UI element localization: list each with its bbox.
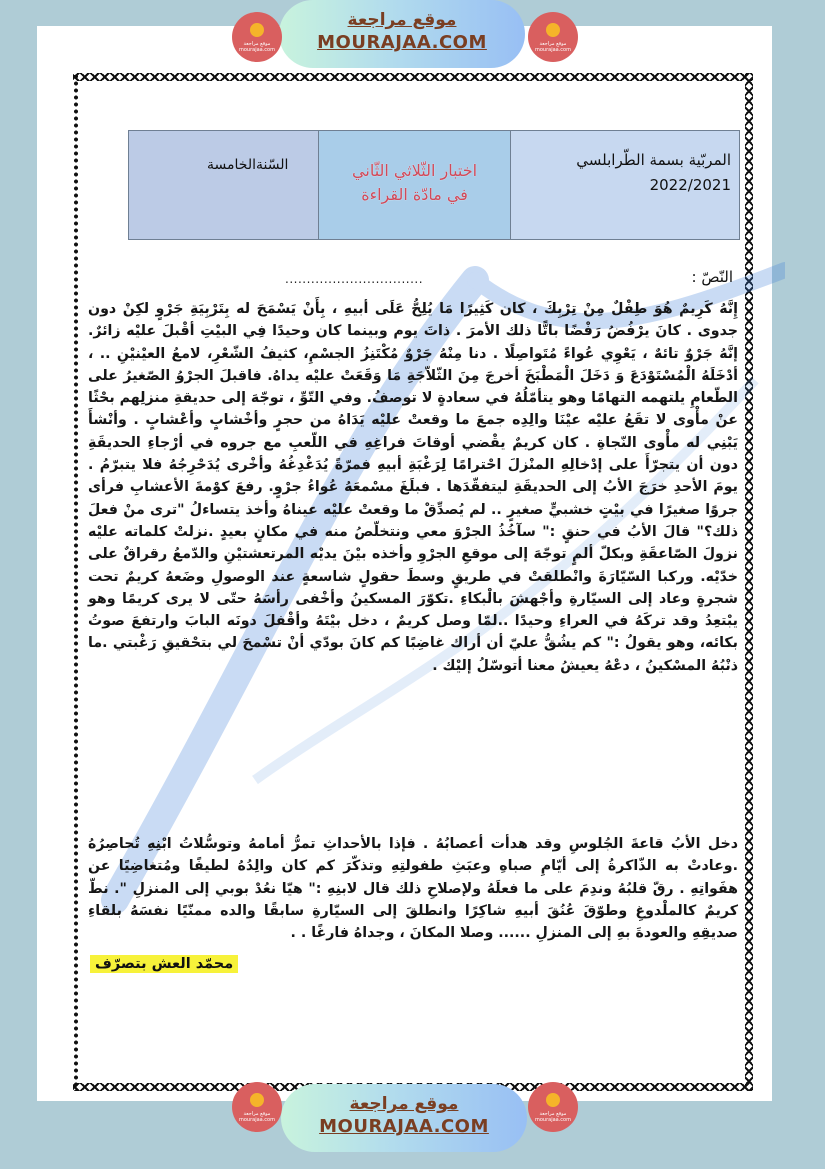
story-paragraph-2: دخل الأبُ قاعةَ الجُلوسِ وقد هدأت أعصابُهُ . فإذا بالأحداثِ تمرُّ أمامهُ وتوسُّلاتُ ابْنِهِ تُحاصِرُهُ .وعادتْ به الذّاكرةُ إلى أيّامِ صباهِ وعبَثِ طفولتِهِ وتذكّرَ كم كان والِدُهُ لطيفًا ومُتغاضِيًا عن هفَواتِهِ . رقّ قلبُهُ وندِمَ على ما فعلَهُ ولإصلاحِ ذلك قال لابنِهِ :" هيّا نعُدْ بوبي إلى المنزلِ ". نطّ كريمٌ كالملْدوغِ وطوّقَ عُنُقَ أبيهِ شاكِرًا وانطلقَ إلى السيّارةِ سابقًا والده ممنّيًا نفسَهُ بلقاءِ صديقِهِ والعودةَ بهِ إلى المنزلِ ...... وصلا المكانَ ، وجداهُ فارغًا . . <box>88 836 738 942</box>
author-name-highlight: محمّد العش بتصرّف <box>90 955 238 973</box>
teacher-name: المربّية بسمة الطّرابلسي <box>576 151 731 169</box>
exam-header-table <box>128 130 740 240</box>
story-paragraph-1: إِنَّهُ كَرِيمٌ هُوَ طِفْلٌ مِنْ تِرْبِكَ ، كان كَثِيرًا مَا يُلِحُّ عَلَى أبيهِ ، بِأَنْ يَسْمَحَ له بِتَرْبِيَةِ جَرْوٍ لكِنْ دون جدوى . كانَ يرْفُضُ رَفْضًا باتًّا ذلك الأمرَ . ذاتَ يوم وبينما كان وحيدًا فِي البيْتِ أقْبلَ عليْه زائرٌ. إنَّهُ جَرْوٌ تائهٌ ، يَعْوِي عُواءً مُتَواصِلًا . دنا مِنْهُ جَرْوٌ مُكْتَنِزُ الجسْمِ، كثيفُ الشّعْرِ، لامعُ العيْنيْنِ .. ، أدْخَلَهُ الْمُسْتَوْدَعَ وَ دَخَلَ الْمَطْبَخَ أخرجَ مِنَ الثّلاّجَةِ مَا وَقَعَتْ عليْه يداهُ. فاقبلَ الجرْوُ الصّغيرُ على الطّعامِ يلتهمه التهامًا وهو يتأمّلُهُ في سعادةٍ لا توصفُ. وفي التّوِّ ، توجّهَ إلى حديقةِ منزلِهم بحْثًا عنْ مأْوى لا تقَعُ عليْه عيْنَا والِدِه جمعَ ما وقعتْ عليْه يَدَاهُ من حجرٍ وأخْشابٍ وأعْشابٍ . وأنْشأَ يَبْنِي له مأْوى النّجاةِ . كان كريمٌ يقْضي أوقاتَ فراغِهِ في اللّعبِ مع جروه في أرْجاءِ الحديقَةِ دون أن يتجرّأَ على إدْخالِهِ المنْزلَ احْترامًا لِرَغْبَةِ أبيهِ فمرّةً يُدَغْدِغُهُ وأخْرى يُدَحْرِجُهُ فلا يتبرّمُ . يومَ الأحدِ خرَجَ الأبُ إلى الحديقَةِ ليتفقّدَها . فبلَغَ مسْمعَهُ عُواءُ جرْوٍ. رفعَ كوْمةَ الأعشابِ فرأى جروًا صغيرًا في بيْتٍ خشبيٍّ صغيرٍ .. لم يُصدِّقْ ما وقعتْ عليْه عيناهُ وأخذ يتساءلُ "ترى منْ فعلَ ذلك؟" قالَ الأبُ في حنقٍ :" سآخُذُ الجرْوَ معي ونتخلّصُ منه في مكانٍ بعيدٍ .نزلتْ كلماته عليْه نزولَ الصّاعقَةِ وبكلّ ألمٍ توجّهَ إلى موقعِ الجرْوِ وأخذه بيْنَ يديْه المرتعشتيْنِ والدّمعُ رقراقٌ على خدّيْه. وركبا السّيّارَةَ وانْطلقتْ في طريقٍ وسطَ حقولٍ شاسعةٍ عند الوصولِ وضَعهُ كريمٌ تحت شجرةٍ وعاد إلى السيّارةِ وأجْهشَ بالْبكاءِ .تكوّرَ المسكينُ وأخْفى رأسَهُ حتّى لا يرى كريمًا وهو يبْتعِدُ وقد تركَهُ في العراءِ وحيدًا ..لمّا وصل كريمٌ ، دخل بيْتَهُ وأقْفلَ دونَه البابَ وارتفعَ صوتُ بكائه، وهو يقولُ :" كم يشُقُّ عليّ أن أراك غاضِبًا كم كانَ بودّي أنْ تسْمحَ لي بتحْقيقِ رَغْبتي .ما ذنْبُهُ المسْكينُ ، دعْهُ يعيشُ معنا أتوسّلُ إليْك . <box>88 301 738 674</box>
book-badge-icon <box>250 1093 264 1107</box>
author-credit <box>90 956 238 972</box>
logo-caption: موقع مراجعة mourajaa.com <box>238 1111 275 1123</box>
site-name-arabic[interactable]: موقع مراجعة <box>347 10 457 30</box>
site-logo-icon <box>528 1082 578 1132</box>
school-year: 2022/2021 <box>649 176 731 194</box>
site-name-english[interactable]: MOURAJAA.COM <box>319 1116 489 1137</box>
exam-title-cell <box>318 131 509 239</box>
zigzag-border-top <box>73 73 753 81</box>
text-section-label: النّصّ : <box>691 268 733 286</box>
book-badge-icon <box>250 23 264 37</box>
grade-cell <box>129 131 318 239</box>
zigzag-border-right <box>745 73 753 1091</box>
site-banner-top[interactable] <box>279 0 525 68</box>
book-badge-icon <box>546 1093 560 1107</box>
dotted-border-left <box>73 73 79 1091</box>
site-banner-bottom[interactable] <box>281 1084 527 1152</box>
site-logo-icon <box>232 12 282 62</box>
text-title-blank: ................................ <box>285 272 424 286</box>
site-logo-icon <box>528 12 578 62</box>
logo-caption: موقع مراجعة mourajaa.com <box>238 41 275 53</box>
teacher-cell <box>510 131 739 239</box>
site-logo-icon <box>232 1082 282 1132</box>
grade-label: السّنةالخامسة <box>207 157 289 173</box>
book-badge-icon <box>546 23 560 37</box>
logo-caption: موقع مراجعة mourajaa.com <box>534 41 571 53</box>
site-name-arabic[interactable]: موقع مراجعة <box>349 1094 459 1114</box>
logo-caption: موقع مراجعة mourajaa.com <box>534 1111 571 1123</box>
site-name-english[interactable]: MOURAJAA.COM <box>317 32 487 53</box>
exam-title: اختبار الثّلاثي الثّاني في مادّة القراءة <box>352 161 478 204</box>
